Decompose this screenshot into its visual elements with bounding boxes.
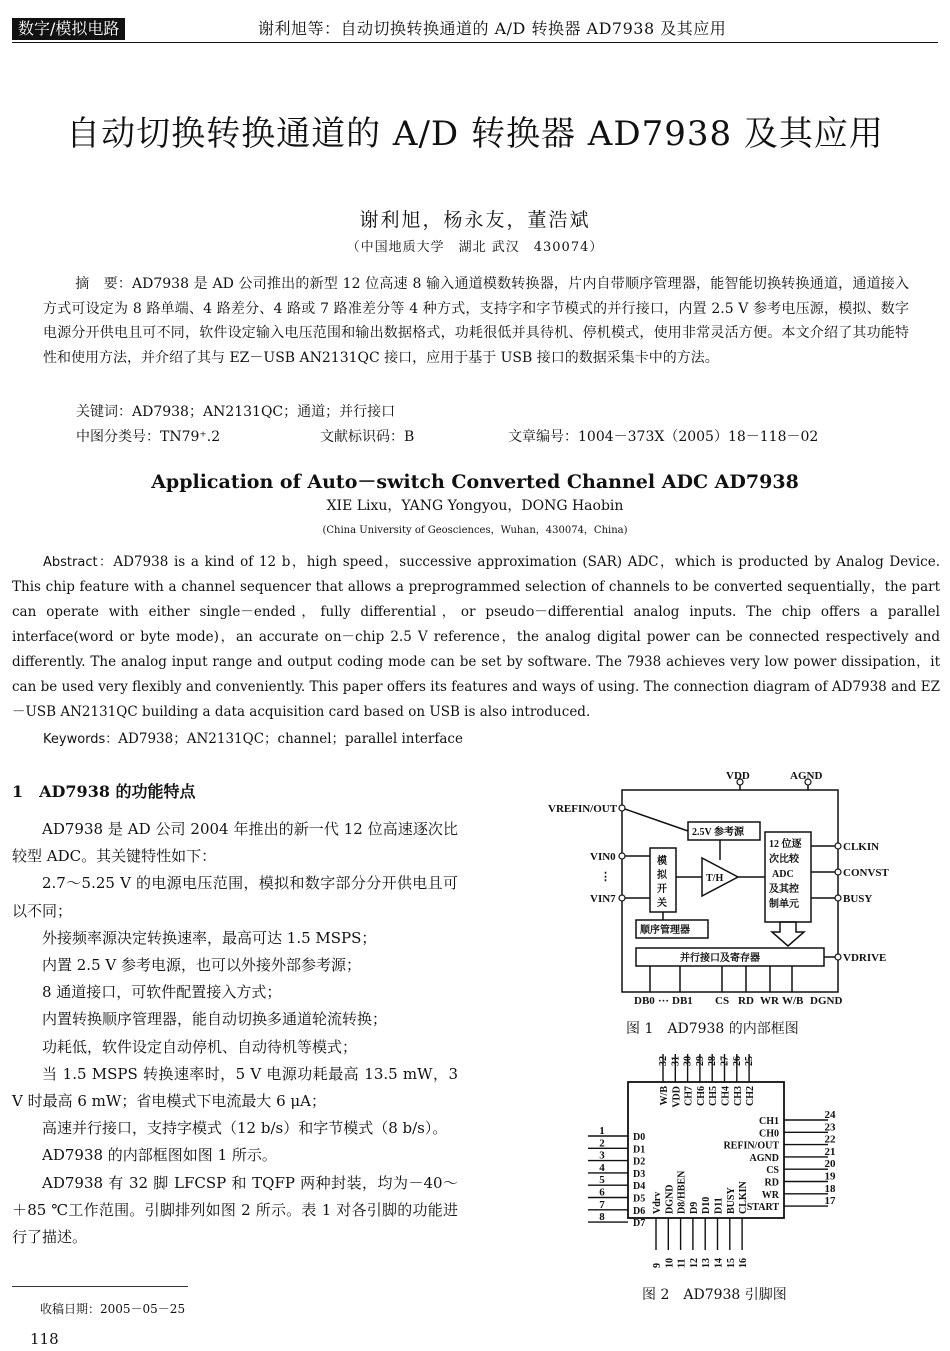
adc-label-5: 制单元	[769, 899, 799, 910]
footnote: 收稿日期：2005－05－25	[40, 1302, 186, 1316]
pin-number: 12	[688, 1258, 700, 1268]
article-number: 文章编号：1004－373X（2005）18－118－02	[508, 429, 819, 445]
ref-label: 2.5V 参考源	[692, 827, 745, 838]
pin-name: WR	[761, 1189, 779, 1201]
pin-name: CH6	[695, 1086, 707, 1106]
pin-number: 1	[599, 1125, 605, 1137]
pin-name: D2	[633, 1156, 646, 1168]
keywords-en-label: Keywords：	[43, 732, 119, 747]
pin-dgnd: DGND	[810, 995, 843, 1007]
pin-name: D10	[701, 1196, 713, 1214]
figure-2-pinout	[560, 1054, 860, 1284]
pin-cs: CS	[715, 995, 730, 1007]
pin-number: 13	[701, 1258, 713, 1268]
adc-label-1: 12 位逐	[769, 839, 802, 850]
pin-number: 14	[713, 1258, 725, 1268]
keywords-cn: 关键词：AD7938；AN2131QC；通道；并行接口	[76, 404, 396, 420]
pin-number: 10	[664, 1258, 676, 1268]
pin-number: 21	[824, 1145, 836, 1158]
pin-number: 4	[599, 1161, 605, 1174]
parallel-io-label: 并行接口及寄存器	[680, 953, 760, 964]
figure-1-block-diagram	[540, 770, 889, 1010]
pin-number: 9	[652, 1263, 663, 1268]
mux-label-1: 模	[657, 856, 667, 867]
body-paragraph: 当 1.5 MSPS 转换速率时，5 V 电源功耗最高 13.5 mW，3 V 时最高 6 mW；省电模式下电流最大 6 μA；	[12, 1064, 458, 1111]
adc-label-3: ADC	[772, 869, 794, 880]
pin-number: 22	[824, 1133, 836, 1146]
body-paragraph: 高速并行接口，支持字模式（12 b/s）和字节模式（8 b/s）。	[42, 1119, 448, 1138]
pin-clkin: CLKIN	[843, 841, 880, 853]
pin-number: 30	[682, 1056, 694, 1066]
body-text	[12, 816, 458, 1251]
pin-vdd: VDD	[726, 770, 750, 782]
body-paragraph: 8 通道接口，可软件配置接入方式；	[42, 983, 282, 1002]
body-paragraph: AD7938 有 32 脚 LFCSP 和 TQFP 两种封装，均为－40～＋85 ℃工作范围。引脚排列如图 2 所示。表 1 对各引脚的功能进行了描述。	[12, 1173, 458, 1247]
pin-number: 19	[824, 1170, 836, 1183]
running-header: 谢利旭等：自动切换转换通道的 A/D 转换器 AD7938 及其应用	[258, 19, 727, 38]
pin-number: 27	[719, 1056, 731, 1066]
pin-name: REFIN/OUT	[723, 1140, 779, 1152]
body-paragraph: 外接频率源决定转换速率，最高可达 1.5 MSPS；	[42, 928, 377, 947]
pin-wb: W/B	[782, 995, 804, 1007]
pin-number: 24	[824, 1109, 836, 1121]
abstract-en	[12, 550, 940, 725]
pin-name: D9	[688, 1201, 700, 1214]
pin-number: 2	[599, 1137, 605, 1150]
pin-name: D1	[633, 1144, 646, 1156]
pin-name: AGND	[749, 1152, 779, 1164]
pin-agnd: AGND	[790, 770, 823, 782]
pin-number: 23	[824, 1121, 836, 1134]
pin-name: START	[746, 1202, 779, 1214]
pin-vin0: VIN0	[590, 851, 616, 863]
abstract-en-text: AD7938 is a kind of 12 b，high speed，successive approximation (SAR) ADC，which is producted by Analog Device. This chip feature with a channel sequencer that allows a preprogrammed selection of channels to be converted sequentially，the part can operate with either single－ended，fully differential，or pseudo－differential analog inputs. The chip offers a parallel interface(word or byte mode)，an accurate on－chip 2.5 V reference，the analog digital power can be connected respectively and differently. The analog input range and output coding mode can be set by software. The 7938 achieves very low power dissipation，it can be used very flexibly and conveniently. This paper offers its features and ways of using. The connection diagram of AD7938 and EZ－USB AN2131QC building a data acquisition card based on USB is also introduced.	[12, 554, 941, 720]
pin-vdrive: VDRIVE	[843, 952, 887, 964]
section-heading: 1 AD7938 的功能特点	[12, 782, 196, 801]
body-paragraph: 2.7～5.25 V 的电源电压范围，模拟和数字部分分开供电且可以不同；	[12, 874, 458, 920]
pin-name: CH3	[732, 1086, 744, 1106]
pin-name: CS	[766, 1165, 779, 1177]
body-paragraph: AD7938 是 AD 公司 2004 年推出的新一代 12 位高速逐次比较型 ADC。其关键特性如下：	[12, 820, 458, 866]
pin-wr: WR	[760, 995, 779, 1007]
mux-label-4: 关	[657, 898, 667, 909]
pin-db0: DB0	[634, 995, 655, 1007]
pin-number: 7	[599, 1198, 605, 1211]
body-paragraph: AD7938 的内部框图如图 1 所示。	[42, 1146, 277, 1165]
pin-name: W/B	[659, 1086, 670, 1106]
authors: 谢利旭，杨永友，董浩斌	[359, 209, 591, 231]
pin-number: 25	[744, 1056, 756, 1066]
paper-title: 自动切换转换通道的 A/D 转换器 AD7938 及其应用	[66, 114, 884, 154]
footnote-rule	[12, 1286, 188, 1287]
body-paragraph: 内置转换顺序管理器，能自动切换多通道轮流转换；	[42, 1010, 388, 1029]
pin-number: 8	[599, 1211, 605, 1224]
english-authors: XIE Lixu，YANG Yongyou，DONG Haobin	[326, 498, 624, 514]
pin-number: 17	[824, 1195, 836, 1208]
pin-number: 16	[738, 1258, 750, 1268]
pin-name: D0	[633, 1132, 646, 1143]
pin-name: D7	[633, 1218, 646, 1230]
pin-db1: DB1	[672, 995, 693, 1007]
abstract-en-label: Abstract：	[43, 555, 114, 570]
adc-label-2: 次比较	[769, 854, 799, 865]
pin-name: CH0	[759, 1128, 779, 1140]
pin-vin7: VIN7	[590, 893, 616, 905]
pin-number: 32	[658, 1056, 669, 1066]
pin-db-dots: ···	[658, 995, 670, 1007]
pin-number: 5	[599, 1174, 605, 1187]
pin-name: D11	[713, 1197, 725, 1214]
pin-number: 29	[694, 1056, 706, 1066]
pin-name: RD	[764, 1177, 779, 1189]
pin-name: Vdrv	[652, 1191, 663, 1214]
pin-name: D5	[633, 1193, 646, 1205]
pin-dots: ⋮	[600, 871, 611, 883]
pin-name: D6	[633, 1205, 646, 1217]
pin-name: CH4	[720, 1086, 732, 1106]
pin-vrefin: VREFIN/OUT	[548, 803, 618, 815]
bus-arrow	[772, 922, 804, 946]
pin-name: CH2	[745, 1086, 757, 1106]
pin-name: CH1	[759, 1116, 779, 1127]
pin-name: BUSY	[725, 1187, 737, 1214]
sequencer-label: 顺序管理器	[640, 925, 690, 936]
pin-name: D4	[633, 1181, 646, 1193]
pin-convst: CONVST	[843, 867, 889, 879]
abstract-cn: 摘 要：AD7938 是 AD 公司推出的新型 12 位高速 8 输入通道模数转换器，片内自带顺序管理器，能智能切换转换通道，通道接入方式可设定为 8 路单端、4 路差分、4 路或 7 路准差分等 4 种方式，支持字和字节模式的并行接口，内置 2.5 V 参考电压源，模拟、数字电源分开供电且可不同，软件设定输入电压范围和输出数据格式，功耗很低并具待机、停机模式，使用非常灵活方便。本文介绍了其功能特性和使用方法，并介绍了其与 EZ－USB AN2131QC 接口，应用于基于 USB 接口的数据采集卡中的方法。	[43, 276, 909, 366]
keywords-en-text: AD7938；AN2131QC；channel；parallel interface	[118, 731, 463, 747]
figure-2-caption: 图 2 AD7938 引脚图	[642, 1287, 787, 1303]
header-rule	[12, 42, 938, 43]
english-title: Application of Auto－switch Converted Channel ADC AD7938	[151, 471, 799, 493]
pin-name: CH5	[708, 1086, 720, 1106]
pin-name: D8/HBEN	[676, 1170, 688, 1214]
page-number: 118	[30, 1330, 59, 1348]
pin-number: 26	[731, 1056, 743, 1066]
pin-name: CLKIN	[738, 1181, 750, 1214]
pin-number: 11	[676, 1258, 688, 1268]
pin-rd: RD	[738, 995, 754, 1007]
document-code: 文献标识码：B	[320, 429, 415, 445]
keywords-en	[43, 727, 463, 747]
mux-label-3: 开	[657, 884, 667, 895]
affiliation: （中国地质大学 湖北 武汉 430074）	[346, 240, 604, 255]
pin-number: 20	[824, 1158, 836, 1171]
section-tag: 数字/模拟电路	[12, 18, 125, 40]
th-label: T/H	[706, 873, 724, 884]
pin-number: 3	[599, 1149, 605, 1162]
pin-name: VDD	[671, 1086, 683, 1108]
pin-number: 28	[707, 1056, 719, 1066]
english-affiliation: (China University of Geosciences，Wuhan，430074，China)	[322, 525, 628, 536]
pin-busy: BUSY	[843, 893, 873, 905]
clc-number: 中图分类号：TN79⁺.2	[76, 429, 221, 445]
pin-number: 18	[824, 1182, 836, 1195]
pin-number: 6	[599, 1186, 605, 1199]
pin-name: DGND	[664, 1184, 676, 1214]
pin-name: D3	[633, 1168, 646, 1180]
pin-name: CH7	[683, 1086, 695, 1106]
pin-number: 15	[725, 1258, 737, 1268]
mux-label-2: 拟	[657, 870, 667, 881]
figure-1-caption: 图 1 AD7938 的内部框图	[626, 1021, 799, 1037]
body-paragraph: 内置 2.5 V 参考电源，也可以外接外部参考源；	[42, 956, 361, 975]
pin-number: 31	[670, 1056, 682, 1066]
body-paragraph: 功耗低，软件设定自动停机、自动待机等模式；	[42, 1037, 358, 1056]
adc-label-4: 及其控	[769, 884, 799, 895]
